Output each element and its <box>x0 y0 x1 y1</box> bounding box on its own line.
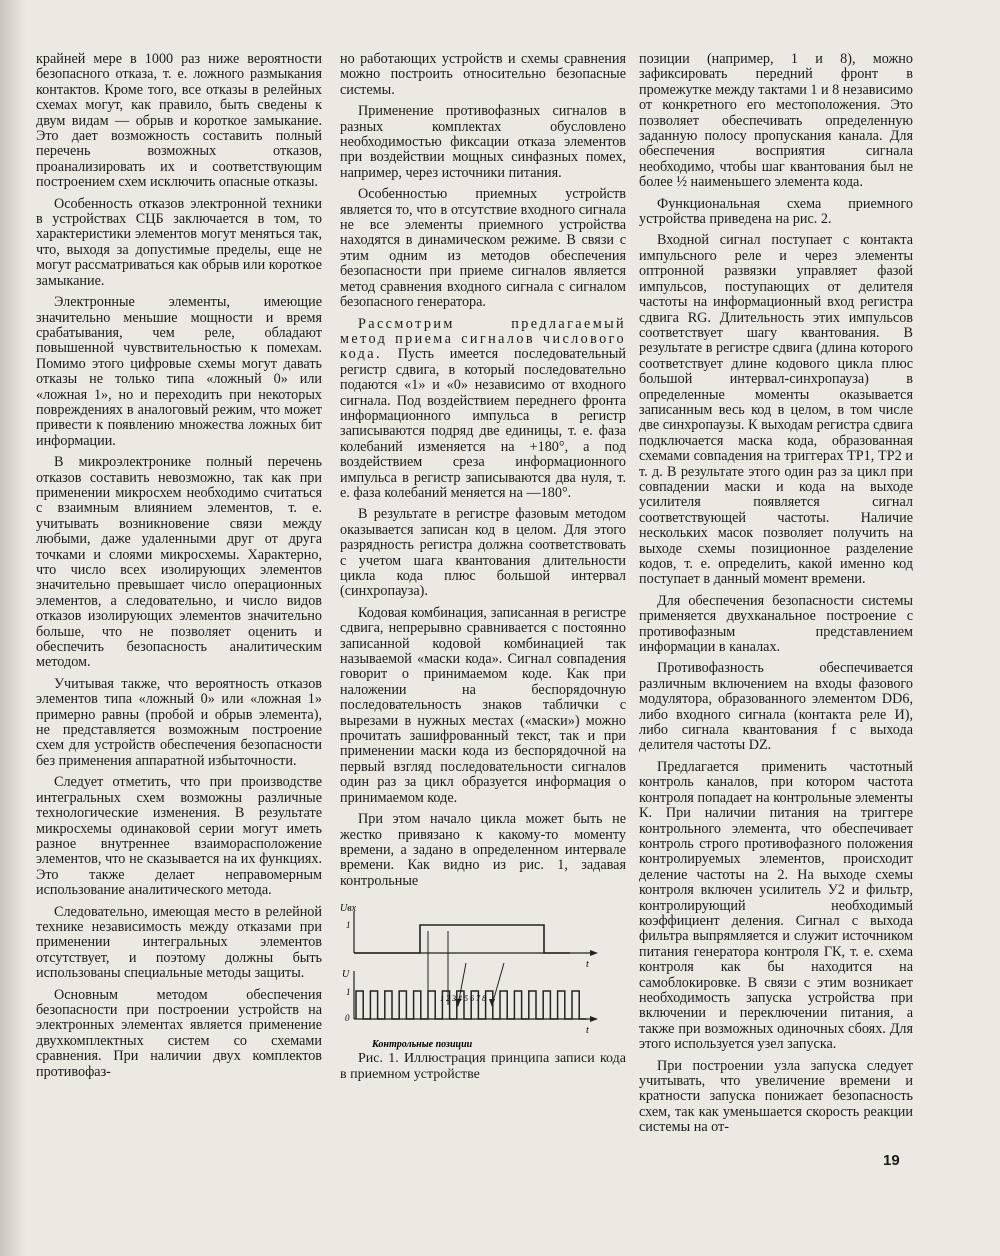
paragraph: При этом начало цикла может быть не жестко привязано к какому-то моменту времени, а задано в определенном интервале времени. Как видно из рис. 1, задавая контрольные <box>340 811 626 889</box>
paragraph: Кодовая комбинация, записанная в регистре сдвига, непрерывно сравнивается с постоянно записанной кодовой комбинацией так называемой «маски кода». Сигнал совпадения говорит о принимаемом коде. Как при наложении на беспорядочную последовательность знаков таблички с вырезами в нужных местах («маски») можно прочитать зашифрованный текст, так и при применении маски кода из беспорядочной на первый взгляд последовательности сигналов один раз за цикл образуется информация о принимаемом коде. <box>340 604 626 806</box>
paragraph: крайней мере в 1000 раз ниже вероятности безопасного отказа, т. е. ложного размыкания контактов. Кроме того, все отказы в релейных схемах могут, как правило, быть сведены к двум видам — обрыв и короткое замыкание. Это дает возможность составить полный перечень возможных отказов, проанализировать их и соответствующим построением схем исключить опасные отказы. <box>36 51 322 191</box>
axis-label-t: t <box>586 959 589 971</box>
paragraph: но работающих устройств и схемы сравнения можно построить относительно безопасные системы. <box>340 51 626 98</box>
paragraph: Особенность отказов электронной техники в устройствах СЦБ заключается в том, то характеристики элементов могут меняться так, что, выходя за допустимые пределы, еще не могут рассматриваться как обрыв или короткое замыкание. <box>36 195 322 289</box>
figure-caption: Рис. 1. Иллюстрация принципа записи кода в приемном устройстве <box>340 1051 626 1082</box>
paragraph: При построении узла запуска следует учитывать, что увеличение времени и кратности запуска понижает безопасность схем, так как уменьшается скорость реакции системы на от- <box>639 1057 913 1136</box>
figure-1 <box>340 901 626 1082</box>
paragraph: Основным методом обеспечения безопасности при построении устройств на электронных элементах является применение двухкомплектных систем со схемами сравнения. При наличии двух комплектов противофаз- <box>36 986 322 1080</box>
paragraph: Электронные элементы, имеющие значительно меньшие мощности и время срабатывания, чем реле, обладают повышенной чувствительностью к помехам. Помимо этого цифровые схемы могут давать отказы не только типа «ложный 0» или «ложная 1», но и переходить при некоторых повреждениях в аналоговый режим, что может привести к появлению множества ложных бит информации. <box>36 294 322 449</box>
paragraph: Учитывая также, что вероятность отказов элементов типа «ложный 0» или «ложная 1» примерно равны (пробой и обрыв элемента), не представляется возможным построение схем для устройств обеспечения безопасности без применения аппаратной избыточности. <box>36 675 322 769</box>
paragraph: Функциональная схема приемного устройства приведена на рис. 2. <box>639 195 913 228</box>
paragraph: Противофазность обеспечивается различным включением на входы фазового модулятора, образованного элементом DD6, либо входного сигнала (контакта реле И), либо сигнала квантования f с выхода делителя частоты DZ. <box>639 660 913 754</box>
axis-label-u: U <box>342 969 350 981</box>
timing-diagram <box>340 901 610 1051</box>
paragraph: Предлагается применить частотный контроль каналов, при котором частота контроля попадает на контрольные элементы К. При наличии питания на триггере контрольного элемента, что обеспечивает контроль строго противофазного положения контролируемых элементов, происходит деление частоты на 2. На выходе схемы контроля включен усилитель У2 и фильтр, контролирующий необходимый коэффициент деления. Сигнал с выхода фильтра выпрямляется и служит источником питания генератора контроля ГК, т. е. схема контроля как бы находится на самоблокировке. В связи с этим возникает необходимость запуска устройства при включении и переключении питания, а также при возможных одиночных сбоях. Для этого используется узел запуска. <box>639 758 913 1053</box>
paragraph: Следовательно, имеющая место в релейной технике независимость между отказами при применении интегральных элементов отсутствует, и поэтому должны быть использованы специальные методы защиты. <box>36 903 322 982</box>
tick-label: 1 <box>346 987 351 998</box>
paragraph: Особенностью приемных устройств является то, что в отсутствие входного сигнала не все элементы приемного устройства находятся в динамическом режиме. В связи с этим одним из методов обеспечения безопасности при приеме сигналов является метод сравнения входного сигнала с сигналом безопасного генератора. <box>340 186 626 311</box>
axis-label-t: t <box>586 1025 589 1037</box>
paragraph <box>340 317 626 502</box>
tick-label: 0 <box>345 1013 350 1024</box>
page-number: 19 <box>883 1152 900 1169</box>
paragraph: Входной сигнал поступает с контакта импульсного реле и через элементы оптронной развязки управляет фазой импульсов, поступающих от делителя частоты на информационный вход регистра сдвига RG. Длительность этих импульсов соответствует шагу квантования. В результате в регистре сдвига (длина которого соответствует длине кодового цикла плюс большой интервал-синхропауза) в определенные моменты оказывается записанным весь код в целом, в том числе две синхропаузы. К выходам регистра сдвига подключается маска кода, образованная схемами совпадения на триггерах ТР1, ТР2 и т. д. В результате этого один раз за цикл при совпадении маски и кода на выходе усилителя появляется сигнал соответствующей частоты. Наличие нескольких масок позволяет получить на выходе схемы позиционное разделение кодов, т. е. определить, какой именно код поступает в данный момент времени. <box>639 232 913 588</box>
control-positions-label: Контрольные позиции <box>372 1039 473 1051</box>
paragraph-rest: Пусть имеется последовательный регистр сдвига, в который последовательно подаются «1» и «0» независимо от входного сигнала. Под воздействием переднего фронта информационного импульса в регистр записываются подряд две единицы, т. е. фаза колебаний изменяется на +180°, а под воздействием среза информационного импульса в регистр записываются два нуля, т. е. фаза колебаний меняется на —180°. <box>340 346 626 501</box>
scan-page-edge <box>0 0 26 1256</box>
text-column-3 <box>639 52 913 1142</box>
spaced-emphasis: Рассмотрим предлагаемый метод приема сигналов числового кода. <box>340 315 626 363</box>
paragraph: Следует отметить, что при производстве интегральных схем возможны различные технологические изменения. В результате микросхемы одинаковой серии могут иметь разное внутреннее взаиморасположение элементов, что не сказывается на их функциях. Это также делает неправомерным использование аналитического метода. <box>36 774 322 899</box>
tick-label: 1 <box>346 920 351 931</box>
paragraph: В микроэлектронике полный перечень отказов составить невозможно, так как при применении микросхем необходимо считаться с взаимным влиянием элементов, т. е. учитывать возникновение связи между любыми, даже удаленными друг от друга точками и слоями микросхемы. Характерно, что число всех изолирующих элементов значительно превышает число операционных элементов, а следовательно, и число видов отказов изолирующих элементов значительно больше, что не позволяет оценить и обеспечить безопасность аналитическим методом. <box>36 454 322 671</box>
axis-label-uvx: Uвх <box>340 903 357 915</box>
paragraph: Для обеспечения безопасности системы применяется двухканальное построение с противофазным представлением информации в каналах. <box>639 592 913 656</box>
paragraph: В результате в регистре фазовым методом оказывается записан код в целом. Для этого разрядность регистра должна соответствовать с учетом шага квантования длительности цикла кода плюс большой интервал (синхропауза). <box>340 506 626 600</box>
text-column-1 <box>36 52 322 1086</box>
text-column-2 <box>340 52 626 1088</box>
paragraph: Применение противофазных сигналов в разных комплектах обусловлено необходимостью фиксации отказа элементов при воздействии мощных синфазных помех, например, через источники питания. <box>340 103 626 181</box>
pulse-position-numbers: 1 2 3 4 5 6 7 8 <box>440 994 486 1004</box>
paragraph: позиции (например, 1 и 8), можно зафиксировать передний фронт в промежутке между тактами 1 и 8 независимо от конкретного его местоположения. Это позволяет обеспечивать определенную заданную полосу пропускания канала. Для обеспечения восприятия сигнала необходимо, чтобы шаг квантования был не более ½ наименьшего элемента кода. <box>639 51 914 191</box>
input-signal-waveform <box>354 925 570 953</box>
